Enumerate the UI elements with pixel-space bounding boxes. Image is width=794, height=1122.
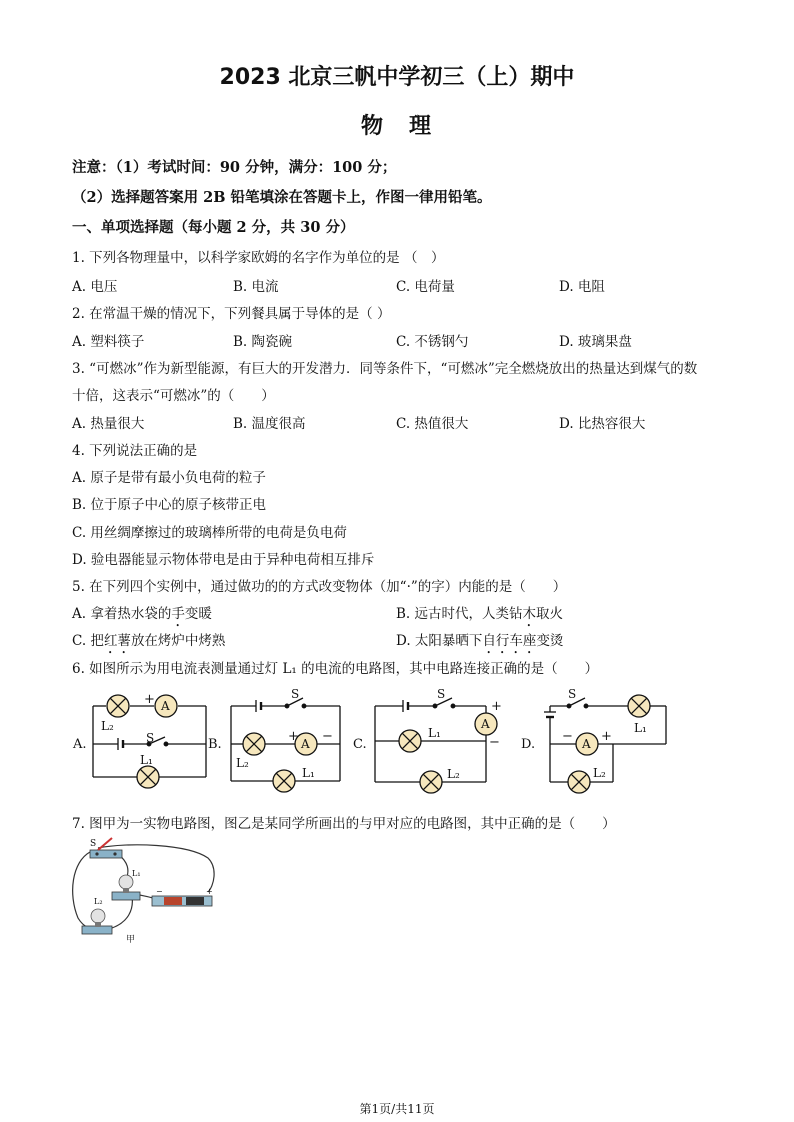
q6-circuit-figures <box>68 684 678 804</box>
circuit-a-plus: + <box>144 692 155 707</box>
circuit-d-minus: − <box>562 729 573 744</box>
circuit-d-lamp-l1 <box>628 695 650 717</box>
q5-option-c-dotted: 红薯 <box>103 633 131 649</box>
note-line-2: （2）选择题答案用 2B 铅笔填涂在答题卡上，作图一律用铅笔。 <box>72 189 492 206</box>
circuit-b-meter-letter: A <box>301 737 310 751</box>
circuit-b-s-label: S <box>291 687 300 701</box>
q3-stem: 3. “可燃冰”作为新型能源，有巨大的开发潜力．同等条件下，“可燃冰”完全燃烧放出的热量达到煤气的数 <box>72 361 698 377</box>
circuit-d-l2-label: L₂ <box>593 766 606 780</box>
q7-s-label: S <box>90 839 97 849</box>
circuit-a-l1-label: L₁ <box>140 753 153 767</box>
circuit-b-l2-label: L₂ <box>236 756 249 770</box>
circuit-c-meter-letter: A <box>481 717 490 731</box>
q3-option-a: A. 热量很大 <box>72 416 145 432</box>
q7-battery <box>152 887 213 906</box>
q3-stem-cont: 十倍，这表示“可燃冰”的（ ） <box>72 388 275 404</box>
circuit-a-l2-label: L₂ <box>101 719 114 733</box>
q5-option-a-pre: A. 拿着热水袋的 <box>72 606 172 622</box>
circuit-a-label: A. <box>73 737 87 752</box>
q1-option-c: C. 电荷量 <box>396 279 455 295</box>
circuit-c-l2-label: L₂ <box>447 767 460 781</box>
section-heading: 一、单项选择题（每小题 2 分，共 30 分） <box>72 219 355 236</box>
circuit-c-lamp-l2 <box>420 771 442 793</box>
q4-option-d: D. 验电器能显示物体带电是由于异种电荷相互排斥 <box>72 552 375 568</box>
q2-option-a: A. 塑料筷子 <box>72 334 145 350</box>
q5-option-d-dotted: 自行车座 <box>482 633 537 649</box>
q2-option-b: B. 陶瓷碗 <box>233 334 293 350</box>
q7-caption: 甲 <box>126 935 136 945</box>
q2-option-c: C. 不锈钢勺 <box>396 334 469 350</box>
q6-stem: 6. 如图所示为用电流表测量通过灯 L₁ 的电流的电路图，其中电路连接正确的是（ ） <box>72 661 599 677</box>
circuit-c-s-label: S <box>437 687 446 701</box>
q5-option-a-post: 变暖 <box>184 606 212 622</box>
circuit-b-label: B. <box>208 737 222 752</box>
q3-option-b: B. 温度很高 <box>233 416 306 432</box>
q1-option-a: A. 电压 <box>72 279 118 295</box>
q7-physical-circuit-photo <box>68 834 228 946</box>
q3-option-c: C. 热值很大 <box>396 416 469 432</box>
note-line-1: 注意：（1）考试时间：90 分钟，满分：100 分； <box>72 159 397 176</box>
circuit-b-lamp-l2 <box>243 733 265 755</box>
q5-stem: 5. 在下列四个实例中，通过做功的的方式改变物体（加“·”的字）内能的是（ ） <box>72 579 567 595</box>
q5-option-c <box>72 629 225 657</box>
circuit-a-meter-letter: A <box>161 699 170 713</box>
q5-option-b <box>396 602 563 630</box>
q4-option-c: C. 用丝绸摩擦过的玻璃棒所带的电荷是负电荷 <box>72 525 347 541</box>
exam-title: 2023 北京三帆中学初三（上）期中 <box>219 65 575 90</box>
q5-option-d <box>396 629 563 657</box>
q7-lamp-l1 <box>112 869 141 900</box>
q7-stem: 7. 图甲为一实物电路图，图乙是某同学所画出的与甲对应的电路图，其中正确的是（ ） <box>72 816 616 832</box>
q7-l2-label: L₂ <box>94 897 103 906</box>
q5-option-c-post: 放在烤炉中烤熟 <box>130 633 226 649</box>
circuit-c-lamp-l1 <box>399 730 421 752</box>
q3-option-d: D. 比热容很大 <box>559 416 646 432</box>
circuit-a-lamp-l1 <box>137 766 159 788</box>
q5-option-b-dotted: 木 <box>522 606 537 622</box>
q7-switch <box>90 838 122 858</box>
circuit-c-label: C. <box>353 737 367 752</box>
q5-option-d-pre: D. 太阳暴晒下 <box>396 633 483 649</box>
circuit-a-s-label: S <box>146 731 155 745</box>
circuit-b-minus: − <box>322 729 333 744</box>
q5-option-a <box>72 602 212 630</box>
q1-option-d: D. 电阻 <box>559 279 605 295</box>
q7-battery-plus: + <box>206 887 213 896</box>
q5-option-b-pre: B. 远古时代，人类钻 <box>396 606 523 622</box>
circuit-c-minus: − <box>489 735 500 750</box>
q1-option-b: B. 电流 <box>233 279 279 295</box>
q2-option-d: D. 玻璃果盘 <box>559 334 632 350</box>
q5-option-c-pre: C. 把 <box>72 633 104 649</box>
q7-l1-label: L₁ <box>132 869 141 878</box>
circuit-c-plus: + <box>491 699 502 714</box>
q7-battery-minus: − <box>156 887 163 896</box>
page-footer: 第1页/共11页 <box>359 1102 435 1116</box>
q2-stem: 2. 在常温干燥的情况下，下列餐具属于导体的是（ ） <box>72 306 391 322</box>
circuit-c-l1-label: L₁ <box>428 726 441 740</box>
q5-option-b-post: 取火 <box>536 606 564 622</box>
q7-lamp-l2 <box>82 897 112 934</box>
circuit-b-plus: + <box>288 729 299 744</box>
circuit-c <box>353 698 497 793</box>
q4-stem: 4. 下列说法正确的是 <box>72 443 198 459</box>
circuit-d-lamp-l2 <box>568 771 590 793</box>
subject-title: 物 理 <box>360 114 433 139</box>
q5-option-d-post: 变烫 <box>536 633 564 649</box>
circuit-b <box>208 698 340 792</box>
circuit-d-label: D. <box>521 737 536 752</box>
circuit-a-lamp-l2 <box>107 695 129 717</box>
q5-option-a-dotted: 手 <box>171 606 185 622</box>
circuit-a <box>72 695 206 788</box>
circuit-b-l1-label: L₁ <box>302 766 315 780</box>
q1-stem: 1. 下列各物理量中，以科学家欧姆的名字作为单位的是 （ ） <box>72 250 445 266</box>
circuit-d-l1-label: L₁ <box>634 721 647 735</box>
circuit-b-lamp-l1 <box>273 770 295 792</box>
circuit-d-s-label: S <box>568 687 577 701</box>
q4-option-a: A. 原子是带有最小负电荷的粒子 <box>72 470 266 486</box>
circuit-d-meter-letter: A <box>582 737 591 751</box>
q4-option-b: B. 位于原子中心的原子核带正电 <box>72 497 267 513</box>
circuit-d-plus: + <box>601 729 612 744</box>
